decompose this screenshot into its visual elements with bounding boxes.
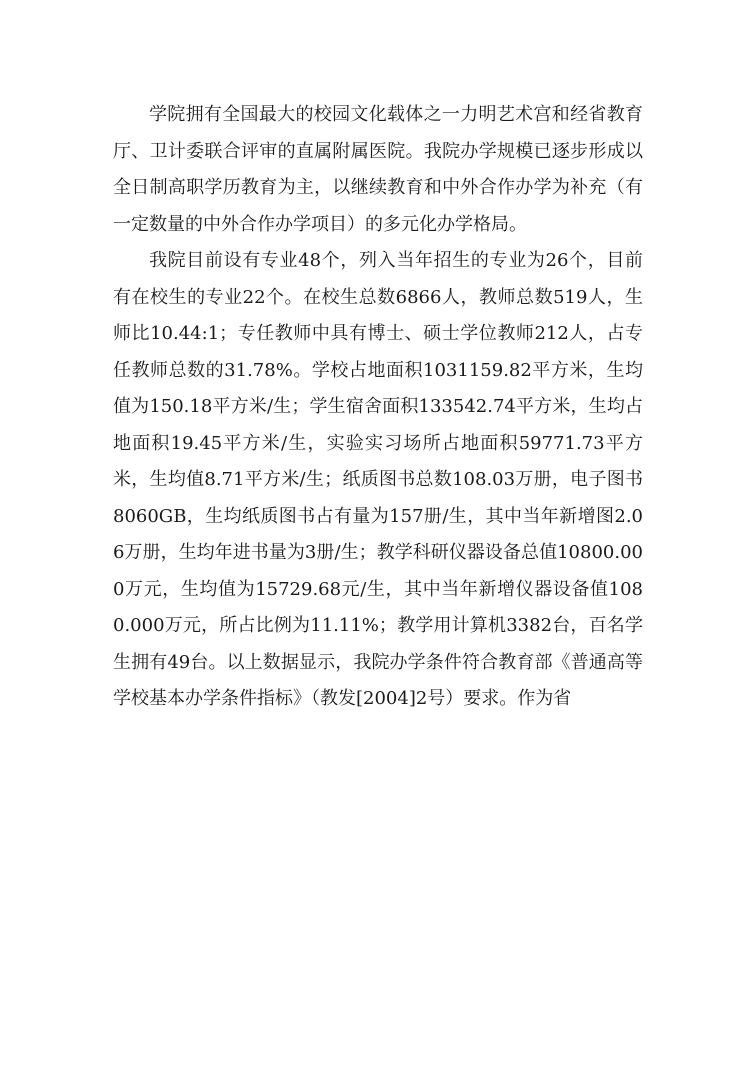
- body-text: [113, 97, 643, 718]
- paragraph-statistics: 我院目前设有专业48个，列入当年招生的专业为26个，目前有在校生的专业22个。在校生总数6866人，教师总数519人，生师比10.44:1；专任教师中具有博士、硕士学位教师212人，占专任教师总数的31.78%。学校占地面积1031159.82平方米，生均值为150.18平方米/生；学生宿舍面积133542.74平方米，生均占地面积19.45平方米/生，实验实习场所占地面积59771.73平方米，生均值8.71平方米/生；纸质图书总数108.03万册，电子图书8060GB，生均纸质图书占有量为157册/生，其中当年新增图2.06万册，生均年进书量为3册/生；教学科研仪器设备总值10800.000万元，生均值为15729.68元/生，其中当年新增仪器设备值1080.000万元，所占比例为11.11%；教学用计算机3382台，百名学生拥有49台。以上数据显示，我院办学条件符合教育部《普通高等学校基本办学条件指标》（教发[2004]2号）要求。作为省: [113, 250, 643, 709]
- paragraph-intro: 学院拥有全国最大的校园文化载体之一力明艺术宫和经省教育厅、卫计委联合评审的直属附属医院。我院办学规模已逐步形成以全日制高职学历教育为主，以继续教育和中外合作办学为补充（有一定数量的中外合作办学项目）的多元化办学格局。: [113, 104, 643, 235]
